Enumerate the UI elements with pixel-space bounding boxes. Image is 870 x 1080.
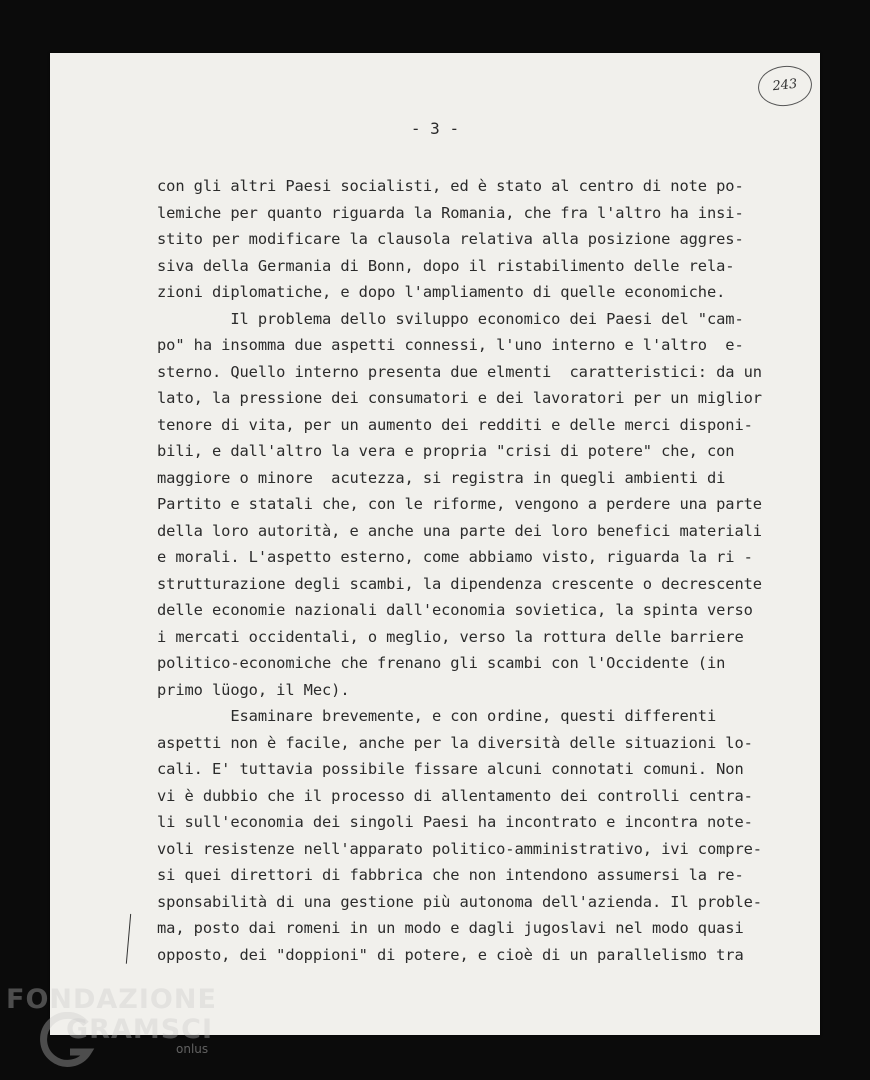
text-line: siva della Germania di Bonn, dopo il ristabilimento delle rela- [157,256,735,275]
text-line: opposto, dei "doppioni" di potere, e cioè di un parallelismo tra [157,945,744,964]
text-line: aspetti non è facile, anche per la diversità delle situazioni lo- [157,733,753,752]
watermark-logo [6,984,226,1074]
text-line: politico-economiche che frenano gli scambi con l'Occidente (in [157,654,726,672]
text-line: i mercati occidentali, o meglio, verso la rottura delle barriere [157,627,744,646]
text-line: primo lüogo, il Mec). [157,680,350,699]
text-line: bili, e dall'altro la vera e propria "crisi di potere" che, con [157,442,735,460]
text-line: Esaminare brevemente, e con ordine, questi differenti [157,707,717,725]
text-line: lato, la pressione dei consumatori e dei lavoratori per un miglior [157,389,762,407]
text-line: si quei direttori di fabbrica che non intendono assumersi la re- [157,866,744,884]
text-line: tenore di vita, per un aumento dei redditi e delle merci disponi- [157,415,753,434]
text-line: stito per modificare la clausola relativa alla posizione aggres- [157,230,744,248]
text-line: Il problema dello sviluppo economico dei Paesi del "cam- [157,309,744,328]
text-line: sponsabilità di una gestione più autonoma dell'azienda. Il proble- [157,892,762,911]
text-line: e morali. L'aspetto esterno, come abbiamo visto, riguarda la ri - [157,548,753,566]
watermark-line1: FONDAZIONE [6,984,217,1015]
text-line: cali. E' tuttavia possibile fissare alcuni connotati comuni. Non [157,760,744,778]
text-line: Partito e statali che, con le riforme, vengono a perdere una parte [157,495,762,513]
text-line: della loro autorità, e anche una parte dei loro benefici materiali [157,521,762,540]
watermark-line2: GRAMSCI [66,1014,214,1045]
text-line: voli resistenze nell'apparato politico-amministrativo, ivi compre- [157,839,762,858]
text-line: con gli altri Paesi socialisti, ed è stato al centro di note po- [157,177,744,195]
text-line: delle economie nazionali dall'economia sovietica, la spinta verso [157,601,753,619]
text-line: po" ha insomma due aspetti connessi, l'uno interno e l'altro e- [157,336,744,354]
text-line: ma, posto dai romeni in un modo e dagli jugoslavi nel modo quasi [157,919,744,937]
typewritten-body [157,173,767,968]
text-line: zioni diplomatiche, e dopo l'ampliamento di quelle economiche. [157,283,726,301]
text-line: maggiore o minore acutezza, si registra in quegli ambienti di [157,468,726,487]
folio-stamp: 243 [756,63,814,108]
text-line: vi è dubbio che il processo di allentamento dei controlli centra- [157,786,753,805]
page-number: - 3 - [410,119,460,138]
watermark-suffix: onlus [176,1042,209,1056]
text-line: sterno. Quello interno presenta due elmenti caratteristici: da un [157,362,762,381]
text-line: strutturazione degli scambi, la dipendenza crescente o decrescente [157,574,762,593]
text-line: li sull'economia dei singoli Paesi ha incontrato e incontra note- [157,813,753,831]
text-line: lemiche per quanto riguarda la Romania, che fra l'altro ha insi- [157,203,744,222]
